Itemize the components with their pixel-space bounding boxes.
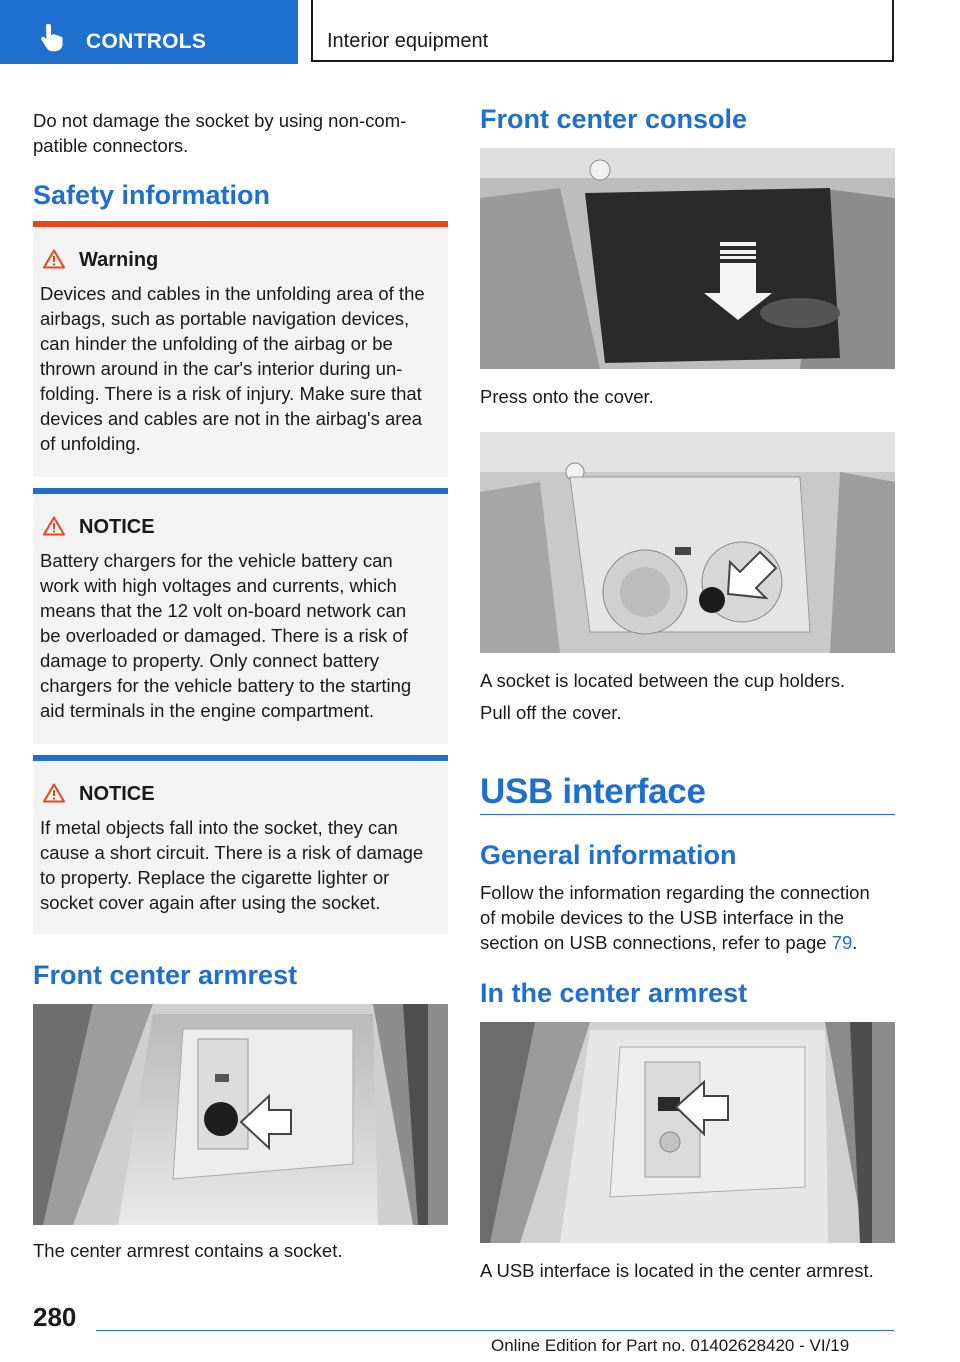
text-line: means that the 12 volt on-board network can: [40, 600, 407, 621]
console-caption-2: A socket is located between the cup holders.: [480, 670, 846, 691]
warning-triangle-icon: [43, 249, 65, 269]
front-center-console-heading: Front center console: [480, 104, 748, 134]
text-line: airbags, such as portable navigation devices,: [40, 308, 410, 329]
general-text-suffix: .: [852, 932, 858, 953]
warning-header: [43, 249, 158, 272]
usb-interface-heading: USB interface: [480, 772, 706, 811]
text-line: chargers for the vehicle battery to the starting: [40, 675, 412, 696]
notice-triangle-icon: [43, 783, 65, 803]
notice-header-1: [43, 516, 155, 539]
warning-text: [40, 281, 440, 456]
page-reference-link[interactable]: 79: [831, 932, 853, 953]
armrest-caption: The center armrest contains a socket.: [33, 1240, 343, 1261]
text-line: of unfolding.: [40, 433, 141, 454]
console-socket-image: [480, 432, 895, 653]
text-line: damage to property. Only connect battery: [40, 650, 380, 671]
heading-rule: [480, 814, 895, 815]
notice-title-2: NOTICE: [79, 783, 155, 805]
general-text-line-3: [480, 930, 857, 955]
general-text-prefix: section on USB connections, refer to page: [480, 932, 832, 953]
text-line: to property. Replace the cigarette lighter or: [40, 867, 390, 888]
usb-armrest-caption: A USB interface is located in the center armrest.: [480, 1260, 874, 1281]
armrest-socket-image: [33, 1004, 448, 1225]
text-line: be overloaded or damaged. There is a risk of: [40, 625, 408, 646]
intro-text-line-1: Do not damage the socket by using non-com-: [33, 110, 407, 131]
notice-triangle-icon: [43, 516, 65, 536]
section-label: CONTROLS: [86, 30, 207, 53]
general-information-heading: General information: [480, 840, 737, 870]
in-center-armrest-heading: In the center armrest: [480, 978, 748, 1008]
console-caption-3: Pull off the cover.: [480, 702, 622, 723]
console-caption-1: Press onto the cover.: [480, 386, 654, 407]
usb-armrest-image: [480, 1022, 895, 1243]
text-line: cause a short circuit. There is a risk of damage: [40, 842, 424, 863]
page-number: 280: [33, 1302, 77, 1332]
text-line: Devices and cables in the unfolding area of the: [40, 283, 425, 304]
text-line: thrown around in the car's interior during un-: [40, 358, 403, 379]
intro-text-line-2: patible connectors.: [33, 135, 189, 156]
text-line: If metal objects fall into the socket, they can: [40, 817, 398, 838]
hand-pointer-icon: [38, 24, 64, 52]
text-line: Battery chargers for the vehicle battery can: [40, 550, 393, 571]
notice-header-2: [43, 783, 155, 806]
text-line: can hinder the unfolding of the airbag or be: [40, 333, 393, 354]
notice-text-1: [40, 548, 440, 723]
text-line: work with high voltages and currents, which: [40, 575, 397, 596]
text-line: socket cover again after using the socket.: [40, 892, 381, 913]
front-center-armrest-heading: Front center armrest: [33, 960, 298, 990]
console-cover-image: [480, 148, 895, 369]
notice-text-2: [40, 815, 440, 915]
chapter-title: Interior equipment: [327, 30, 489, 52]
notice-title-1: NOTICE: [79, 516, 155, 538]
general-text-line-2: of mobile devices to the USB interface in the: [480, 907, 845, 928]
footer-rule: [96, 1330, 894, 1331]
text-line: aid terminals in the engine compartment.: [40, 700, 375, 721]
text-line: devices and cables are not in the airbag's area: [40, 408, 422, 429]
general-text-line-1: Follow the information regarding the connection: [480, 882, 870, 903]
safety-heading: Safety information: [33, 180, 271, 210]
text-line: folding. There is a risk of injury. Make sure that: [40, 383, 422, 404]
warning-title: Warning: [79, 249, 159, 271]
edition-note: Online Edition for Part no. 01402628420 - VI/19: [491, 1336, 850, 1355]
